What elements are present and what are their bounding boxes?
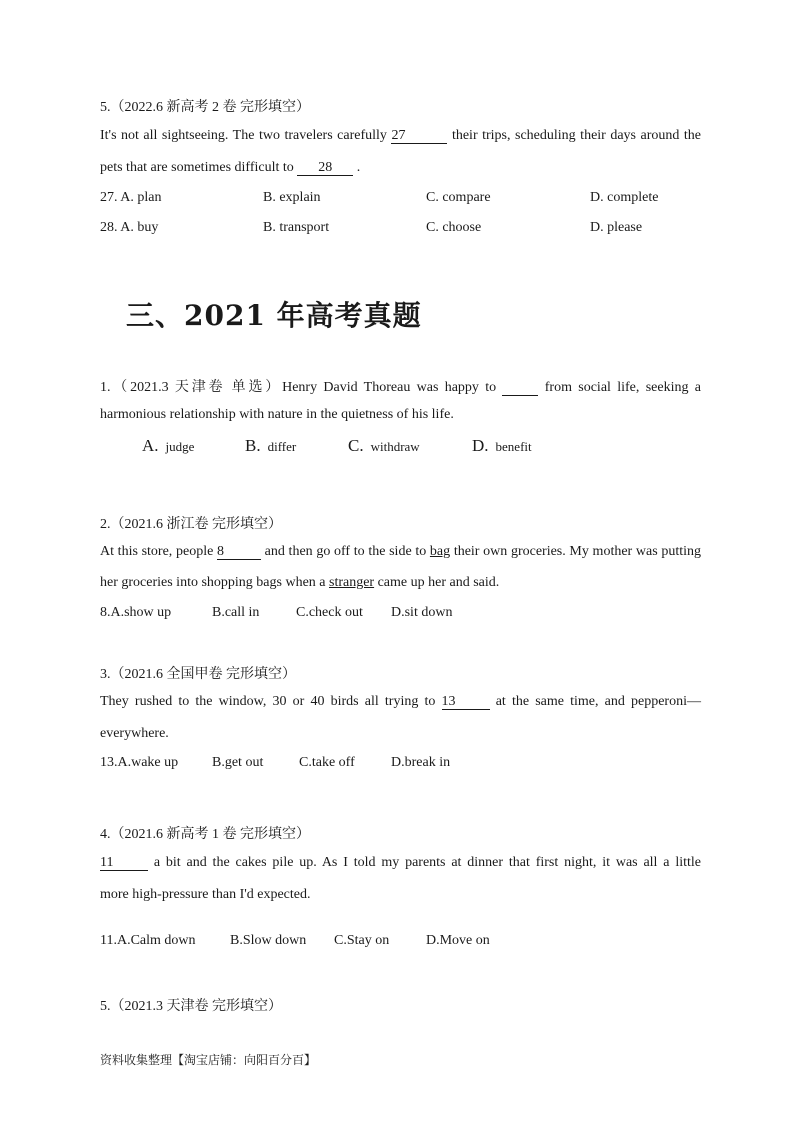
option-1-a: A. judge — [142, 436, 195, 455]
blank-27: 27 — [391, 128, 447, 144]
question-4-line-2: more high-pressure than I'd expected. — [100, 887, 311, 902]
text-segment: at the same time, and pepperoni— — [489, 694, 701, 709]
question-2-line-2 — [100, 575, 499, 591]
question-3-line-2: everywhere. — [100, 726, 169, 741]
question-3-line-1 — [100, 694, 701, 710]
option-3-c: C.take off — [299, 755, 355, 770]
footer-note: 资料收集整理【淘宝店铺：向阳百分百】 — [100, 1053, 317, 1067]
question-2-options — [100, 605, 720, 623]
option-3-a: 13.A.wake up — [100, 755, 179, 770]
blank-11: 11 — [100, 855, 148, 871]
blank-13: 13 — [442, 694, 490, 710]
question-2-line-1 — [100, 544, 701, 560]
option-4-d: D.Move on — [426, 933, 490, 948]
option-27-d: D. complete — [590, 190, 659, 205]
text-segment: her groceries into shopping bags when a — [100, 575, 329, 590]
question-3-header: 3.（2021.6 全国甲卷 完形填空） — [100, 667, 296, 682]
option-1-c: C. withdraw — [348, 436, 420, 455]
underlined-word: stranger — [329, 575, 375, 590]
question-5-2022-header: 5.（2022.6 新高考 2 卷 完形填空） — [100, 100, 310, 115]
question-5-header: 5.（2021.3 天津卷 完形填空） — [100, 999, 282, 1014]
question-2-header: 2.（2021.6 浙江卷 完形填空） — [100, 517, 282, 532]
question-1-options — [142, 436, 762, 454]
text-segment: from social life, seeking a — [538, 380, 701, 395]
question-1-line-1 — [100, 376, 701, 396]
option-1-d: D. benefit — [472, 436, 532, 455]
option-4-a: 11.A.Calm down — [100, 933, 196, 948]
text-segment: pets that are sometimes difficult to — [100, 160, 298, 175]
underlined-word: bag — [429, 544, 451, 559]
option-27-b: B. explain — [263, 190, 321, 205]
question-4-options — [100, 933, 720, 951]
question-3-options — [100, 755, 720, 773]
option-27-c: C. compare — [426, 190, 491, 205]
option-3-b: B.get out — [212, 755, 264, 770]
text-segment: their trips, scheduling their days around the — [447, 128, 702, 143]
question-5-2022-line-2 — [100, 160, 360, 176]
text-segment: . — [353, 160, 361, 175]
text-segment: At this store, people — [100, 544, 217, 559]
option-1-b: B. differ — [245, 436, 297, 455]
question-4-header: 4.（2021.6 新高考 1 卷 完形填空） — [100, 827, 310, 842]
option-27-a: 27. A. plan — [100, 190, 162, 205]
blank-8: 8 — [217, 544, 261, 560]
options-row-28 — [100, 220, 720, 238]
option-4-b: B.Slow down — [230, 933, 307, 948]
option-4-c: C.Stay on — [334, 933, 390, 948]
options-row-27 — [100, 190, 720, 208]
option-2-d: D.sit down — [391, 605, 453, 620]
blank-28: 28 — [297, 160, 353, 176]
option-2-b: B.call in — [212, 605, 260, 620]
question-5-2022-line-1 — [100, 128, 701, 144]
option-28-d: D. please — [590, 220, 643, 235]
question-1-header: 1.（2021.3 天津卷 单选） — [100, 380, 283, 395]
text-segment: They rushed to the window, 30 or 40 birds all trying to — [100, 694, 442, 709]
text-segment: came up her and said. — [374, 575, 500, 590]
text-segment: It's not all sightseeing. The two travelers carefully — [100, 128, 392, 143]
text-segment: and then go off to the side to — [260, 544, 430, 559]
option-28-c: C. choose — [426, 220, 482, 235]
section-heading: 三、2021 年高考真题 — [126, 299, 422, 332]
option-28-a: 28. A. buy — [100, 220, 159, 235]
option-3-d: D.break in — [391, 755, 451, 770]
option-28-b: B. transport — [263, 220, 330, 235]
blank-q1 — [502, 380, 538, 396]
text-segment: their own groceries. My mother was putting — [450, 544, 702, 559]
question-4-line-1 — [100, 855, 701, 871]
text-segment: a bit and the cakes pile up. As I told my parents at dinner that first night, it was all a little — [148, 855, 701, 870]
option-2-c: C.check out — [296, 605, 363, 620]
text-segment: Henry David Thoreau was happy to — [282, 380, 503, 395]
option-2-a: 8.A.show up — [100, 605, 172, 620]
question-1-line-2: harmonious relationship with nature in the quietness of his life. — [100, 407, 454, 422]
